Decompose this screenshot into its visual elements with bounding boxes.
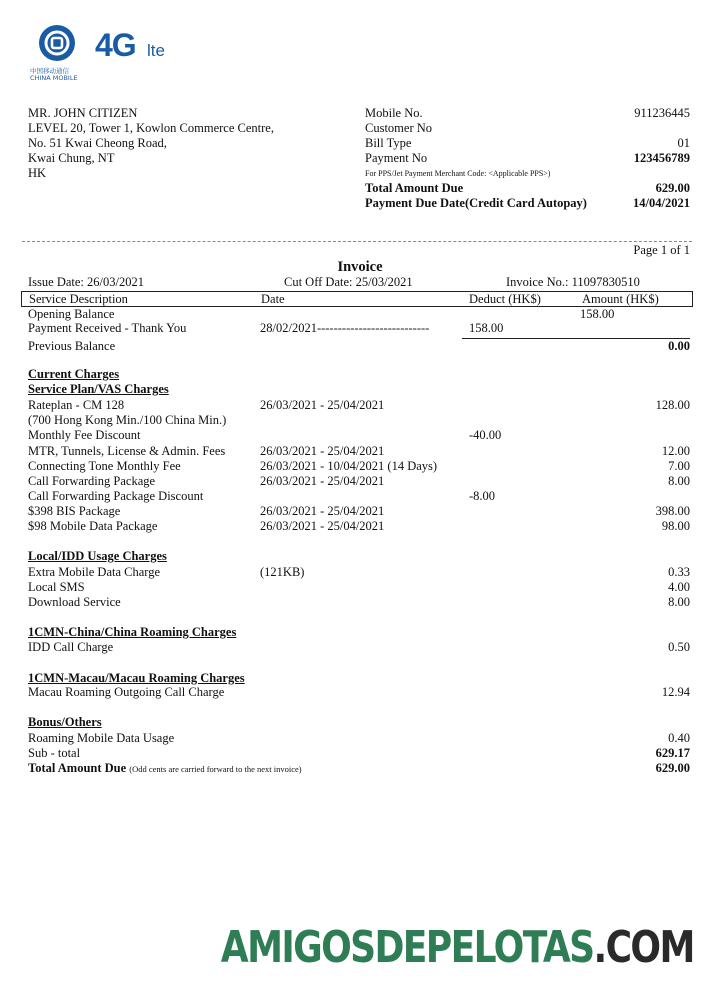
customer-address <box>28 106 274 181</box>
total-due-value: 629.00 <box>655 181 690 195</box>
charge-row: $98 Mobile Data Package 26/03/2021 - 25/04/2021 98.00 <box>28 519 690 533</box>
opening-balance-amount: 158.00 <box>580 307 615 321</box>
address-line: LEVEL 20, Tower 1, Kowlon Commerce Centre, <box>28 121 274 135</box>
charge-row: Call Forwarding Package 26/03/2021 - 25/04/2021 8.00 <box>28 474 690 488</box>
table-header <box>21 291 693 307</box>
address-line: Kwai Chung, NT <box>28 151 115 165</box>
local-usage-heading: Local/IDD Usage Charges <box>28 549 167 563</box>
bill-type-value: 01 <box>677 136 690 150</box>
charge-row: Rateplan - CM 128 26/03/2021 - 25/04/2021 128.00 <box>28 398 690 412</box>
total-note: (Odd cents are carried forward to the next invoice) <box>129 764 302 774</box>
issue-date: Issue Date: 26/03/2021 <box>28 275 144 289</box>
charge-row: Call Forwarding Package Discount -8.00 <box>28 489 496 503</box>
col-deduct: Deduct (HK$) <box>469 292 541 306</box>
total-amount: 629.00 <box>655 761 690 775</box>
total-label: Total Amount Due <box>28 761 127 775</box>
charge-row: $398 BIS Package 26/03/2021 - 25/04/2021 398.00 <box>28 504 690 518</box>
current-charges-heading: Current Charges <box>28 367 120 381</box>
charge-row: Monthly Fee Discount -40.00 <box>28 428 502 442</box>
brand-name-cn: 中国移动通信 <box>30 67 69 75</box>
due-date-row: Payment Due Date(Credit Card Autopay) 14/04/2021 <box>365 196 690 210</box>
total-due-row: Total Amount Due 629.00 <box>365 181 690 195</box>
address-line: HK <box>28 166 47 180</box>
lte-badge: lte <box>147 41 165 60</box>
usage-row: Download Service 8.00 <box>28 595 690 609</box>
charge-row: (700 Hong Kong Min./100 China Min.) <box>28 413 227 427</box>
china-roaming-heading: 1CMN-China/China Roaming Charges <box>28 625 237 639</box>
service-plan-heading: Service Plan/VAS Charges <box>28 382 169 396</box>
due-date-value: 14/04/2021 <box>633 196 690 210</box>
charge-row: MTR, Tunnels, License & Admin. Fees 26/03/2021 - 25/04/2021 12.00 <box>28 444 690 458</box>
usage-row: Local SMS 4.00 <box>28 580 690 594</box>
opening-balance-row: Opening Balance 158.00 <box>28 307 615 321</box>
customer-no-row: Customer No <box>365 121 433 135</box>
col-amount: Amount (HK$) <box>582 292 659 306</box>
payment-no-row: Payment No 123456789 <box>365 151 690 165</box>
bill-type-row: Bill Type 01 <box>365 136 690 150</box>
address-line: MR. JOHN CITIZEN <box>28 106 138 120</box>
dashed-divider <box>22 241 692 242</box>
brand-name <box>30 68 78 82</box>
payment-no-value: 123456789 <box>633 151 690 165</box>
page-number: Page 1 of 1 <box>633 243 690 257</box>
col-description: Service Description <box>29 292 128 306</box>
subtotal-row: Sub - total 629.17 <box>28 746 690 760</box>
brand-name-en: CHINA MOBILE <box>30 74 78 82</box>
macau-roaming-heading: 1CMN-Macau/Macau Roaming Charges <box>28 671 245 685</box>
usage-row: Extra Mobile Data Charge (121KB) 0.33 <box>28 565 690 579</box>
pps-note: For PPS/Jet Payment Merchant Code: <Applicable PPS>) <box>365 169 551 178</box>
account-summary <box>365 106 690 211</box>
4g-badge: 4G <box>95 27 136 63</box>
invoice-title: Invoice <box>337 259 383 275</box>
cut-off-date: Cut Off Date: 25/03/2021 <box>284 275 413 289</box>
mobile-no-value: 911236445 <box>634 106 690 120</box>
col-date: Date <box>261 292 285 306</box>
roaming-row: Macau Roaming Outgoing Call Charge 12.94 <box>28 685 690 699</box>
watermark: AMIGOSDEPELOTAS.COM <box>221 922 694 973</box>
invoice-number: Invoice No.: 11097830510 <box>506 275 640 289</box>
china-mobile-emblem-icon <box>38 24 76 62</box>
mobile-no-row: Mobile No. 911236445 <box>365 106 690 120</box>
roaming-data-row: Roaming Mobile Data Usage 0.40 <box>28 731 690 745</box>
payment-received-row: Payment Received - Thank You 28/02/2021--------------------------- 158.00 <box>28 321 504 335</box>
roaming-row: IDD Call Charge 0.50 <box>28 640 690 654</box>
charge-row: Connecting Tone Monthly Fee 26/03/2021 - 10/04/2021 (14 Days) 7.00 <box>28 459 690 473</box>
previous-balance-row: Previous Balance 0.00 <box>28 339 690 353</box>
total-row <box>28 761 690 776</box>
bonus-heading: Bonus/Others <box>28 715 102 729</box>
address-line: No. 51 Kwai Cheong Road, <box>28 136 167 150</box>
